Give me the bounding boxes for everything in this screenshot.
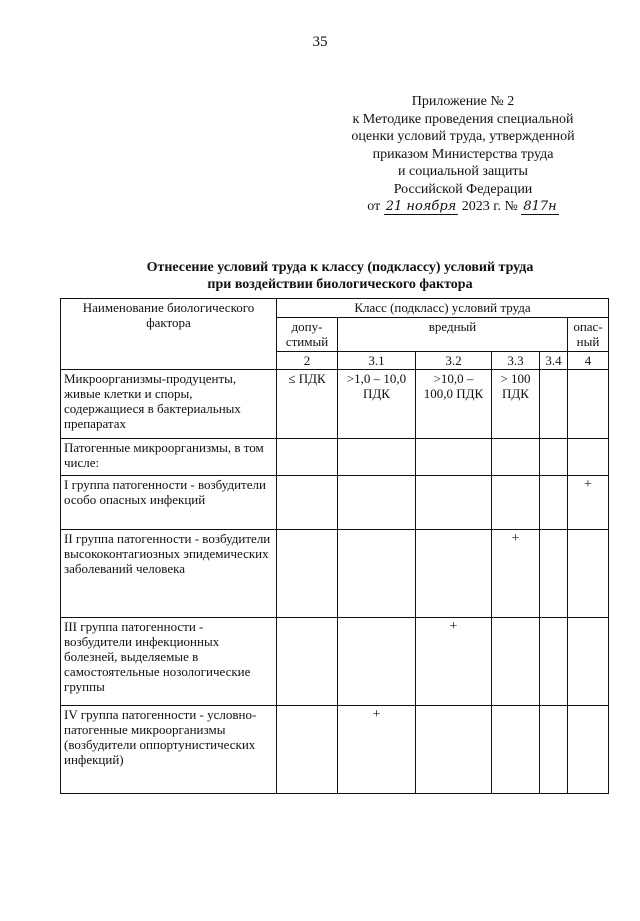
table-row — [61, 706, 609, 794]
value-cell — [492, 706, 540, 794]
value-cell: + — [492, 530, 540, 618]
appendix-line: и социальной защиты — [398, 164, 528, 179]
value-cell — [338, 476, 416, 530]
subclass-cell: 3.2 — [416, 352, 492, 370]
value-cell — [338, 439, 416, 476]
table-row — [61, 476, 609, 530]
value-cell — [540, 618, 568, 706]
value-cell: + — [416, 618, 492, 706]
handwritten-date: 21 ноября — [385, 199, 457, 214]
value-cell — [540, 370, 568, 439]
order-date-line — [318, 198, 608, 216]
value-cell — [540, 439, 568, 476]
factor-name-cell: III группа патогенности - возбудители инфекционных болезней, выделяемые в самостоятельные нозологические группы — [61, 618, 277, 706]
title-line-1: Отнесение условий труда к классу (подклассу) условий труда — [146, 260, 534, 275]
value-cell — [568, 370, 609, 439]
header-dangerous: опас-ный — [568, 318, 609, 352]
value-cell — [277, 618, 338, 706]
header-factor-name: Наименование биологического фактора — [61, 299, 277, 370]
value-cell — [277, 476, 338, 530]
value-cell — [540, 706, 568, 794]
value-cell — [416, 476, 492, 530]
appendix-header — [318, 93, 608, 216]
header-permissible: допу-стимый — [277, 318, 338, 352]
header-harmful: вредный — [338, 318, 568, 352]
value-cell: >1,0 – 10,0 ПДК — [338, 370, 416, 439]
table-row — [61, 439, 609, 476]
table-row — [61, 618, 609, 706]
page-number: 35 — [312, 34, 328, 50]
subclass-cell: 2 — [277, 352, 338, 370]
value-cell — [416, 530, 492, 618]
value-cell: + — [338, 706, 416, 794]
appendix-line: приказом Министерства труда — [372, 146, 554, 162]
title-line-2: при воздействии биологического фактора — [207, 277, 473, 292]
value-cell — [338, 530, 416, 618]
factor-name-cell: II группа патогенности - возбудители высококонтагиозных эпидемических заболеваний человека — [61, 530, 277, 618]
value-cell — [277, 706, 338, 794]
value-cell: + — [568, 476, 609, 530]
document-title — [60, 259, 620, 293]
subclass-cell: 3.4 — [540, 352, 568, 370]
header-row-1 — [61, 299, 609, 318]
handwritten-order-number: 817н — [523, 199, 557, 214]
date-prefix: от — [367, 199, 381, 214]
appendix-line: оценки условий труда, утвержденной — [351, 129, 575, 144]
appendix-line: Приложение № 2 — [411, 94, 515, 109]
value-cell — [540, 530, 568, 618]
subclass-cell: 3.1 — [338, 352, 416, 370]
date-year: 2023 г. № — [461, 199, 518, 214]
value-cell — [568, 439, 609, 476]
value-cell — [492, 618, 540, 706]
value-cell — [277, 439, 338, 476]
value-cell: >10,0 – 100,0 ПДК — [416, 370, 492, 439]
factor-name-cell: Микроорганизмы-продуценты, живые клетки и споры, содержащиеся в бактериальных препаратах — [61, 370, 277, 439]
appendix-line: к Методике проведения специальной — [352, 111, 574, 127]
factor-name-cell: Патогенные микроорганизмы, в том числе: — [61, 439, 277, 476]
value-cell — [568, 618, 609, 706]
subclass-cell: 4 — [568, 352, 609, 370]
value-cell — [492, 439, 540, 476]
value-cell — [416, 706, 492, 794]
classification-table — [60, 298, 609, 794]
value-cell: > 100 ПДК — [492, 370, 540, 439]
value-cell: ≤ ПДК — [277, 370, 338, 439]
factor-name-cell: I группа патогенности - возбудители особо опасных инфекций — [61, 476, 277, 530]
table-row — [61, 370, 609, 439]
value-cell — [277, 530, 338, 618]
subclass-cell: 3.3 — [492, 352, 540, 370]
table-row — [61, 530, 609, 618]
factor-name-cell: IV группа патогенности - условно-патогенные микроорганизмы (возбудители оппортунистических инфекций) — [61, 706, 277, 794]
header-class: Класс (подкласс) условий труда — [277, 299, 609, 318]
value-cell — [492, 476, 540, 530]
value-cell — [338, 618, 416, 706]
value-cell — [568, 530, 609, 618]
value-cell — [416, 439, 492, 476]
appendix-line: Российской Федерации — [393, 181, 533, 197]
value-cell — [540, 476, 568, 530]
value-cell — [568, 706, 609, 794]
